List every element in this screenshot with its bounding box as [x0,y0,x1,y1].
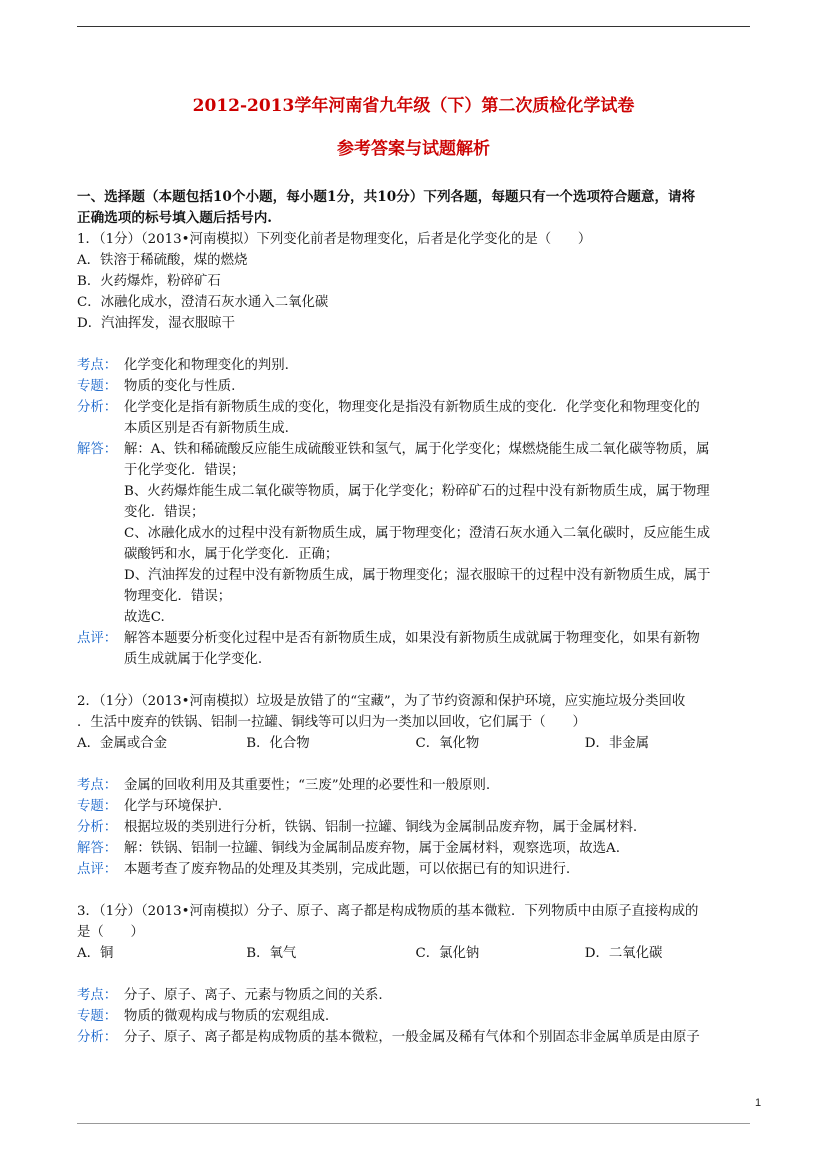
option-b: B．火药爆炸，粉碎矿石 [77,274,221,289]
question-stem: 是（ ） [77,925,144,940]
option-b: B．化合物 [246,736,310,751]
option-b: B．氧气 [246,946,297,961]
fenxi-text: 本质区别是否有新物质生成. [124,421,289,436]
option-d: D．二氧化碳 [584,946,663,961]
fenxi-text: 根据垃圾的类别进行分析，铁锅、铝制一拉罐、铜线为金属制品废弃物，属于金属材料. [124,820,638,835]
dianping-label: 点评： [77,631,118,646]
kaodian-label: 考点： [77,778,118,793]
zhuanti-text: 物质的变化与性质. [124,379,236,394]
question-2 [77,691,754,754]
option-c: C．氯化钠 [415,946,480,961]
jieda-text: B、火药爆炸能生成二氧化碳等物质，属于化学变化；粉碎矿石的过程中没有新物质生成，属于物理 [124,484,710,499]
section-heading-line: 正确选项的标号填入题后括号内. [77,210,273,226]
zhuanti-text: 化学与环境保护. [124,799,222,814]
dianping-text: 本题考查了废弃物品的处理及其类别，完成此题，可以依据已有的知识进行. [124,862,571,877]
option-c: C．冰融化成水，澄清石灰水通入二氧化碳 [77,295,329,310]
option-d: D．汽油挥发，湿衣服晾干 [77,316,236,331]
analysis-1 [77,355,754,670]
jieda-text: 物理变化．错误； [124,589,232,604]
section-heading-line: 一、选择题（本题包括10个小题，每小题1分，共10分）下列各题，每题只有一个选项符合题意，请将 [77,189,696,205]
jieda-text: 解：A、铁和稀硫酸反应能生成硫酸亚铁和氢气，属于化学变化；煤燃烧能生成二氧化碳等物质，属 [124,442,710,457]
fenxi-label: 分析： [77,820,118,835]
options-row [77,943,754,964]
zhuanti-text: 物质的微观构成与物质的宏观组成. [124,1009,330,1024]
option-a: A．金属或合金 [77,736,168,751]
kaodian-label: 考点： [77,358,118,373]
question-stem: 3．（1分）（2013•河南模拟）分子、原子、离子都是构成物质的基本微粒．下列物质中由原子直接构成的 [77,904,699,919]
zhuanti-label: 专题： [77,1009,118,1024]
jieda-label: 解答： [77,841,118,856]
zhuanti-label: 专题： [77,379,118,394]
jieda-text: 于化学变化．错误； [124,463,245,478]
footer-rule [77,1123,750,1124]
fenxi-label: 分析： [77,1030,118,1045]
jieda-text: 故选C. [124,610,165,625]
option-c: C．氧化物 [415,736,480,751]
kaodian-text: 金属的回收利用及其重要性；“三废”处理的必要性和一般原则. [124,778,491,793]
jieda-text: D、汽油挥发的过程中没有新物质生成，属于物理变化；湿衣服晾干的过程中没有新物质生成，属于 [124,568,711,583]
option-d: D．非金属 [584,736,650,751]
document-body [77,187,754,1048]
jieda-text: 解：铁锅、铝制一拉罐、铜线为金属制品废弃物，属于金属材料，观察选项，故选A. [124,841,620,856]
page-number: 1 [755,1097,762,1109]
question-stem: ．生活中废弃的铁锅、铝制一拉罐、铜线等可以归为一类加以回收，它们属于（ ） [77,715,586,730]
kaodian-text: 化学变化和物理变化的判别. [124,358,289,373]
question-3 [77,901,754,964]
analysis-3 [77,985,754,1048]
page-subtitle: 参考答案与试题解析 [337,139,490,159]
fenxi-text: 化学变化是指有新物质生成的变化，物理变化是指没有新物质生成的变化．化学变化和物理变化的 [124,400,700,415]
question-stem: 2．（1分）（2013•河南模拟）垃圾是放错了的“宝藏”，为了节约资源和保护环境，应实施垃圾分类回收 [77,694,686,709]
dianping-label: 点评： [77,862,118,877]
dianping-text: 解答本题要分析变化过程中是否有新物质生成，如果没有新物质生成就属于物理变化，如果有新物 [124,631,700,646]
analysis-2 [77,775,754,880]
jieda-text: 变化．错误； [124,505,205,520]
fenxi-text: 分子、原子、离子都是构成物质的基本微粒，一般金属及稀有气体和个别固态非金属单质是由原子 [124,1030,700,1045]
option-a: A．铁溶于稀硫酸，煤的燃烧 [77,253,248,268]
jieda-text: 碳酸钙和水，属于化学变化．正确； [124,547,339,562]
jieda-text: C、冰融化成水的过程中没有新物质生成，属于物理变化；澄清石灰水通入二氧化碳时，反应能生成 [124,526,711,541]
header-rule [77,26,750,27]
zhuanti-label: 专题： [77,799,118,814]
dianping-text: 质生成就属于化学变化. [124,652,263,667]
page-title: 2012-2013学年河南省九年级（下）第二次质检化学试卷 [192,96,635,116]
fenxi-label: 分析： [77,400,118,415]
jieda-label: 解答： [77,442,118,457]
kaodian-text: 分子、原子、离子、元素与物质之间的关系. [124,988,383,1003]
options-row [77,733,754,754]
question-stem: 1．（1分）（2013•河南模拟）下列变化前者是物理变化，后者是化学变化的是（ ） [77,232,592,247]
option-a: A．铜 [77,946,114,961]
section-heading [77,187,754,229]
question-1 [77,229,754,334]
kaodian-label: 考点： [77,988,118,1003]
